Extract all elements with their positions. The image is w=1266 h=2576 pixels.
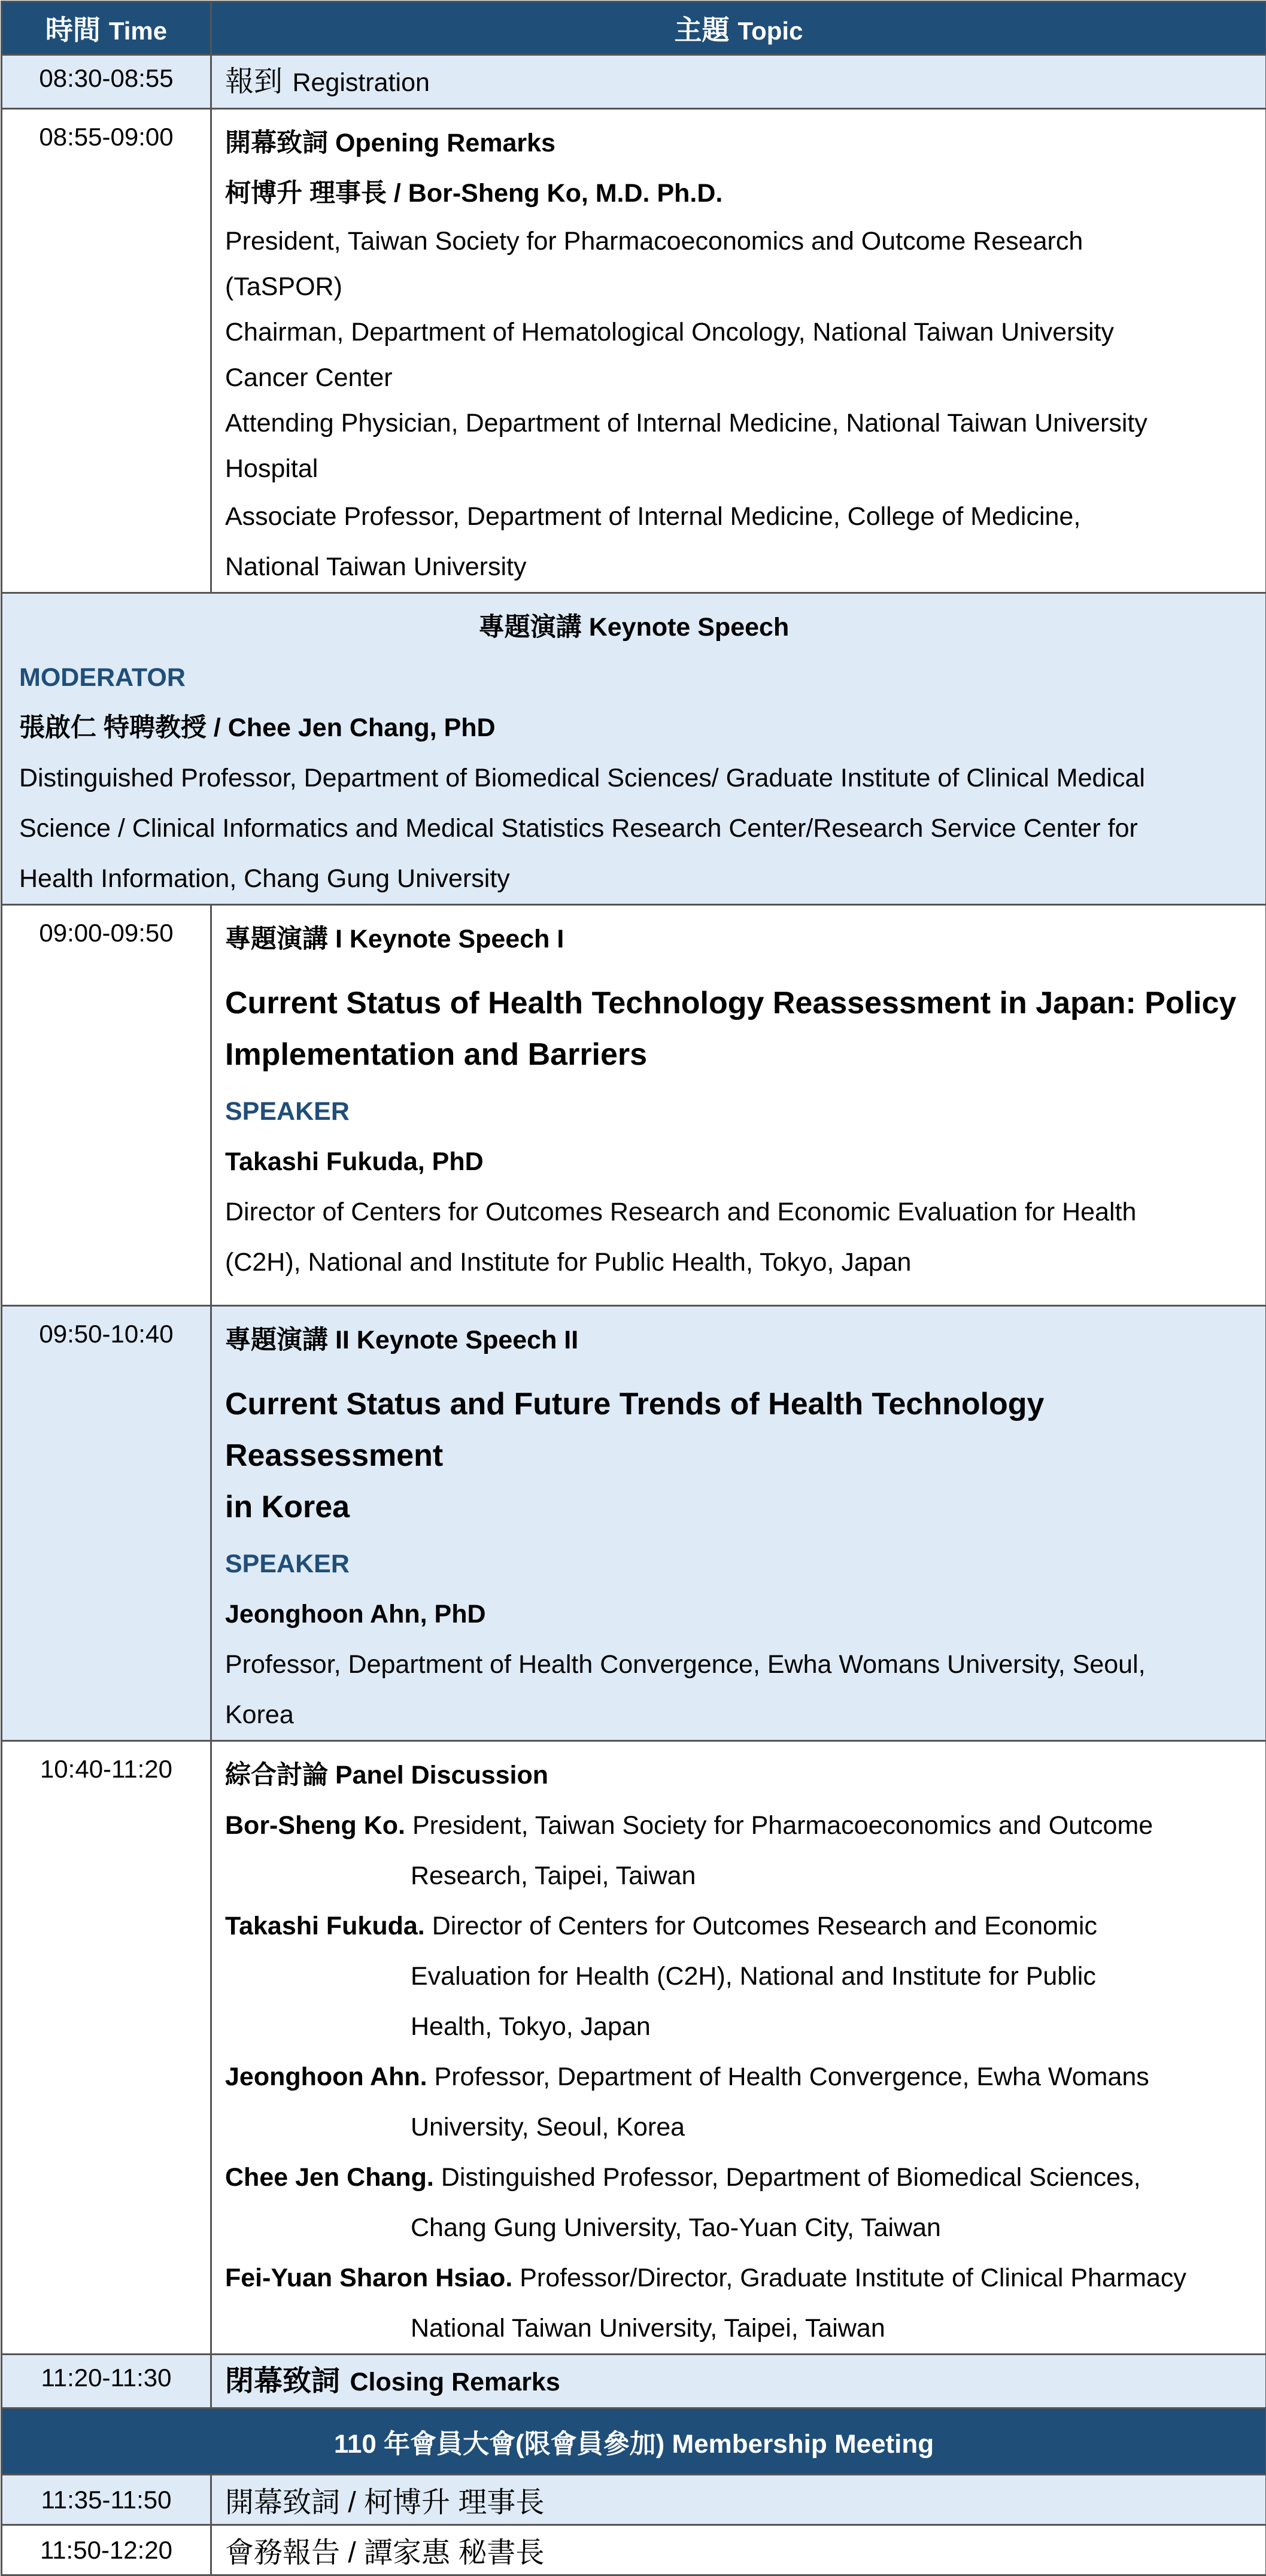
panelist-name: Fei-Yuan Sharon Hsiao. <box>225 2264 512 2292</box>
closing-time: 11:20-11:30 <box>2 2355 211 2408</box>
speech1-bio-line: Director of Centers for Outcomes Research and Economic Evaluation for Health <box>225 1187 1255 1237</box>
speech1-bio-line: (C2H), National and Institute for Public Health, Tokyo, Japan <box>225 1237 1255 1287</box>
speech2-title-line: Current Status and Future Trends of Health Technology Reassessment <box>225 1378 1255 1481</box>
panel-time: 10:40-11:20 <box>2 1741 211 2355</box>
closing-en: Closing Remarks <box>350 2368 560 2396</box>
speech1-title <box>225 964 1255 1086</box>
table-header-row <box>2 2 1266 55</box>
opening-bio-line: Hospital <box>225 446 1255 491</box>
panelist-affiliation: Professor/Director, Graduate Institute of Clinical Pharmacy <box>520 2264 1186 2292</box>
opening-topic <box>211 109 1266 593</box>
registration-en: Registration <box>292 68 429 97</box>
opening-bio-line: President, Taiwan Society for Pharmacoeconomics and Outcome Research <box>225 218 1255 264</box>
moderator-bio-line: Distinguished Professor, Department of Biomedical Sciences/ Graduate Institute of Clinical Medical <box>19 753 1249 803</box>
keynote-moderator-row <box>2 593 1266 905</box>
panelist-affiliation-cont: Chang Gung University, Tao-Yuan City, Taiwan <box>225 2203 1255 2253</box>
topic-header-zh: 主題 <box>675 14 730 45</box>
moderator-bio-line: Science / Clinical Informatics and Medical Statistics Research Center/Research Service Center for <box>19 803 1249 853</box>
opening-row <box>2 109 1266 593</box>
panelist-entry <box>225 2152 1255 2253</box>
moderator-name-en: / Chee Jen Chang, PhD <box>214 713 496 742</box>
keynote-title-en: Keynote Speech <box>589 613 790 642</box>
opening-title-zh: 開幕致詞 <box>225 129 328 157</box>
panelist-affiliation-cont: University, Seoul, Korea <box>225 2102 1255 2152</box>
time-header-zh: 時間 <box>45 14 101 45</box>
moderator-label: MODERATOR <box>19 652 1249 703</box>
registration-zh: 報到 <box>225 66 283 98</box>
panelist-affiliation: Professor, Department of Health Convergence, Ewha Womans <box>435 2062 1149 2091</box>
speech2-time: 09:50-10:40 <box>2 1306 211 1741</box>
closing-zh: 閉幕致詞 <box>225 2365 340 2397</box>
opening-speaker-zh: 柯博升 理事長 <box>225 179 387 208</box>
speech2-speaker-label: SPEAKER <box>225 1539 1255 1589</box>
speech2-bio-line: Professor, Department of Health Convergence, Ewha Womans University, Seoul, <box>225 1639 1255 1690</box>
speech2-bio-line: Korea <box>225 1690 1255 1740</box>
speech1-row <box>2 905 1266 1306</box>
topic-header-en: Topic <box>738 17 803 45</box>
speech2-title-line: in Korea <box>225 1481 1255 1533</box>
panelist-entry <box>225 1901 1255 2052</box>
panelist-entry <box>225 1800 1255 1901</box>
speech2-label-en: II Keynote Speech II <box>335 1326 578 1354</box>
speech1-label-zh: 專題演講 <box>225 925 328 953</box>
panelist-affiliation: Distinguished Professor, Department of Biomedical Sciences, <box>441 2163 1141 2192</box>
meeting-row-time: 11:50-12:20 <box>2 2525 211 2575</box>
moderator-bio-line: Health Information, Chang Gung University <box>19 853 1249 904</box>
speech1-time: 09:00-09:50 <box>2 905 211 1306</box>
speech2-label-zh: 專題演講 <box>225 1326 328 1354</box>
panelist-entry <box>225 2052 1255 2152</box>
panelist-name: Chee Jen Chang. <box>225 2163 434 2192</box>
meeting-row-text: 會務報告 / 譚家惠 秘書長 <box>211 2525 1266 2575</box>
panel-title-zh: 綜合討論 <box>225 1761 328 1790</box>
speech1-topic <box>211 905 1266 1306</box>
closing-row <box>2 2355 1266 2408</box>
panelist-affiliation-cont: Evaluation for Health (C2H), National and Institute for Public <box>225 1951 1255 2001</box>
speech2-speaker-name: Jeonghoon Ahn, PhD <box>225 1589 1255 1639</box>
opening-bio-line: National Taiwan University <box>225 542 1255 592</box>
panelist-name: Jeonghoon Ahn. <box>225 2062 427 2091</box>
registration-time: 08:30-08:55 <box>2 55 211 109</box>
registration-topic <box>211 55 1266 109</box>
speech1-speaker-name: Takashi Fukuda, PhD <box>225 1137 1255 1187</box>
speech2-title <box>225 1365 1255 1539</box>
speech2-topic <box>211 1306 1266 1741</box>
panel-title-en: Panel Discussion <box>335 1761 548 1790</box>
speech1-speaker-label: SPEAKER <box>225 1086 1255 1137</box>
panelist-name: Takashi Fukuda. <box>225 1912 425 1940</box>
topic-column-header <box>211 2 1266 55</box>
membership-meeting-title: 110 年會員大會(限會員參加) Membership Meeting <box>2 2408 1266 2475</box>
panelist-affiliation-cont: Research, Taipei, Taiwan <box>225 1851 1255 1901</box>
meeting-row <box>2 2475 1266 2525</box>
panel-topic <box>211 1741 1266 2355</box>
panelist-affiliation-cont: National Taiwan University, Taipei, Taiwan <box>225 2303 1255 2353</box>
keynote-moderator-cell <box>2 593 1266 905</box>
panel-row <box>2 1741 1266 2355</box>
time-header-en: Time <box>109 17 167 45</box>
panelist-name: Bor-Sheng Ko. <box>225 1811 405 1840</box>
meeting-row <box>2 2525 1266 2575</box>
agenda-table <box>1 1 1266 2576</box>
panelist-affiliation-cont: Health, Tokyo, Japan <box>225 2001 1255 2052</box>
opening-bio-line: Associate Professor, Department of Internal Medicine, College of Medicine, <box>225 491 1255 542</box>
opening-bio-line: Attending Physician, Department of Internal Medicine, National Taiwan University <box>225 400 1255 446</box>
panelist-affiliation: Director of Centers for Outcomes Research and Economic <box>432 1912 1097 1940</box>
meeting-row-time: 11:35-11:50 <box>2 2475 211 2525</box>
registration-row <box>2 55 1266 109</box>
panelist-affiliation: President, Taiwan Society for Pharmacoeconomics and Outcome <box>412 1811 1153 1840</box>
opening-time: 08:55-09:00 <box>2 109 211 593</box>
opening-title-en: Opening Remarks <box>335 129 555 157</box>
closing-topic <box>211 2355 1266 2408</box>
moderator-name-zh: 張啟仁 特聘教授 <box>19 713 207 742</box>
opening-bio-line: Chairman, Department of Hematological Oncology, National Taiwan University <box>225 309 1255 355</box>
speech1-title-line: Current Status of Health Technology Reassessment in Japan: Policy <box>225 977 1255 1029</box>
opening-speaker-en: / Bor-Sheng Ko, M.D. Ph.D. <box>394 179 722 208</box>
panelist-entry <box>225 2253 1255 2353</box>
speech1-title-line: Implementation and Barriers <box>225 1029 1255 1080</box>
membership-meeting-header-row <box>2 2408 1266 2475</box>
meeting-row-text: 開幕致詞 / 柯博升 理事長 <box>211 2475 1266 2525</box>
opening-bio-line: Cancer Center <box>225 355 1255 400</box>
speech1-label-en: I Keynote Speech I <box>335 925 564 953</box>
time-column-header <box>2 2 211 55</box>
keynote-title-zh: 專題演講 <box>479 613 582 642</box>
opening-bio-line: (TaSPOR) <box>225 264 1255 309</box>
speech2-row <box>2 1306 1266 1741</box>
